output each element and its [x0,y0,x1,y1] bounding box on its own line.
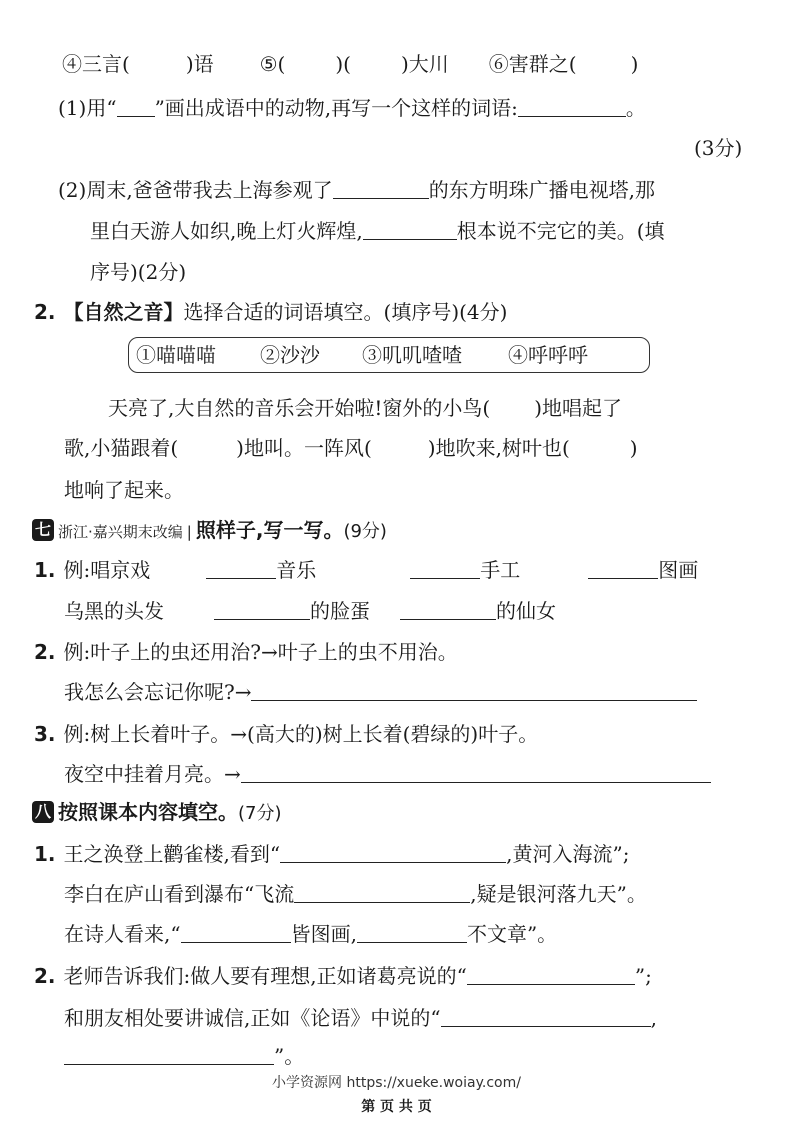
s7-q2-example [34,638,458,666]
s8-q2-line-2 [64,1004,657,1032]
option-4: ④呼呼呼 [508,343,588,367]
nature-p2b: )地叫。一阵风( [236,436,372,460]
q1-mark-blank[interactable] [117,96,155,117]
s7-q1-num: 1. [34,558,56,582]
s8-q1-text-1a: 王之涣登上鹳雀楼,看到“ [63,842,281,866]
s8-q1-blank-3[interactable] [181,922,291,943]
nature-p2a: 歌,小猫跟着( [64,436,179,460]
q2-line-3: 序号)(2分) [90,260,187,284]
option-2: ②沙沙 [260,343,320,367]
s7-q2-example-text: 例:叶子上的虫还用治?→叶子上的虫不用治。 [63,640,458,664]
section-7-heading: 七 浙江·嘉兴期末改编 | 照样子,写一写。(9分) [32,516,387,546]
s7-q3-num: 3. [34,722,56,746]
footer-site: 小学资源网 https://xueke.woiay.com/ [272,1075,521,1091]
q2-blank-2[interactable] [363,219,457,240]
s8-q1-blank-2[interactable] [294,882,470,903]
s7-q1-example-2: 乌黑的头发 [64,599,164,623]
q2-line-1 [58,176,655,204]
s7-q1-word-4: 的脸蛋 [310,599,370,623]
q1-text-b: ”画出成语中的动物,再写一个这样的词语: [154,96,518,120]
s8-q2-blank-1[interactable] [467,964,635,985]
idiom-row [62,50,638,78]
s7-q1-word-1: 音乐 [276,558,317,582]
section-7-points: (9分) [343,521,387,542]
q2-line-2 [90,217,665,245]
q2-text-1a: (2)周末,爸爸带我去上海参观了 [58,178,333,202]
s7-q2-task-text: 我怎么会忘记你呢?→ [64,680,252,704]
s8-q2-text-3: ”。 [274,1044,305,1068]
section-7-source: 浙江·嘉兴期末改编 [58,523,183,541]
q1-text-a: (1)用“ [58,96,117,120]
q1-word-blank[interactable] [518,96,626,117]
nature-p2d: ) [629,436,638,460]
s8-q2-text-1a: 老师告诉我们:做人要有理想,正如诸葛亮说的“ [63,964,467,988]
s8-q1-text-3b: 皆图画, [290,922,357,946]
option-1: ①喵喵喵 [136,343,216,367]
s7-q1-blank-4[interactable] [214,599,310,620]
section-7-title: 照样子,写一写。 [195,518,344,542]
nature-instruction: 选择合适的词语填空。(填序号)(4分) [183,300,508,324]
q1-animal-line [58,94,646,122]
idiom-6-start: ⑥害群之( [488,52,577,76]
footer-page: 第 页 共 页 [361,1099,432,1115]
idiom-5-end: )大川 [400,52,449,76]
s8-q1-line-3 [64,920,557,948]
s7-q2-answer-line[interactable] [251,680,697,701]
s8-q1-blank-4[interactable] [357,922,467,943]
s8-q1-text-2a: 李白在庐山看到瀑布“飞流 [64,882,295,906]
s7-q2-task [64,678,697,706]
s7-q1-word-2: 手工 [480,558,521,582]
s8-q1-text-3a: 在诗人看来,“ [64,922,181,946]
section-8-points: (7分) [238,803,282,824]
s8-q2-blank-2[interactable] [441,1006,651,1027]
s8-q2-blank-3[interactable] [64,1044,274,1065]
q2-text-2a: 里白天游人如织,晚上灯火辉煌, [90,219,363,243]
s7-q3-task-text: 夜空中挂着月亮。→ [64,762,241,786]
idiom-4-start: ④三言( [62,52,130,76]
s8-q2-line-3 [64,1042,304,1070]
idiom-4-end: )语 [185,52,214,76]
s7-q1-blank-2[interactable] [410,558,480,579]
nature-para-3: 地响了起来。 [64,478,184,502]
s8-q1-text-3c: 不文章”。 [466,922,558,946]
s7-q3-answer-line[interactable] [241,762,711,783]
q1-end: 。 [625,96,646,120]
s7-q1-blank-3[interactable] [588,558,658,579]
s8-q2-line-1 [34,962,652,990]
nature-question-heading [34,298,507,326]
nature-p2c: )地吹来,树叶也( [427,436,570,460]
s8-q1-text-1b: ,黄河入海流”; [506,842,630,866]
s7-q1-line-2 [64,597,556,625]
nature-para-1 [108,394,622,422]
q2-text-1b: 的东方明珠广播电视塔,那 [428,178,656,202]
options-row [136,341,588,369]
option-3: ③叽叽喳喳 [362,343,462,367]
s8-q2-text-1b: ”; [634,964,652,988]
s7-q1-example: 例:唱京戏 [63,558,151,582]
s8-q2-text-2b: , [650,1006,657,1030]
s8-q1-line-1 [34,840,629,868]
nature-tag: 【自然之音】 [63,300,184,324]
nature-p1: 天亮了,大自然的音乐会开始啦!窗外的小鸟( [108,396,491,420]
nature-p1b: )地唱起了 [534,396,623,420]
q1-score: (3分) [694,136,743,160]
s8-q2-num: 2. [34,964,56,988]
s7-q1-blank-1[interactable] [206,558,276,579]
s7-q1-blank-5[interactable] [400,599,496,620]
q2-blank-1[interactable] [333,178,429,199]
s7-q1-word-3: 图画 [658,558,699,582]
s7-q3-task [64,760,711,788]
s8-q1-blank-1[interactable] [280,842,506,863]
nature-num: 2. [34,300,56,324]
s7-q3-example [34,720,538,748]
section-7-badge: 七 [32,519,54,541]
idiom-5-start: ⑤( [259,52,286,76]
q2-text-2b: 根本说不完它的美。(填 [456,219,665,243]
s8-q2-text-2a: 和朋友相处要讲诚信,正如《论语》中说的“ [64,1006,441,1030]
s7-q1-line-1 [34,556,698,584]
s7-q3-example-text: 例:树上长着叶子。→(高大的)树上长着(碧绿的)叶子。 [63,722,539,746]
s8-q1-line-2 [64,880,647,908]
section-8-title: 按照课本内容填空。 [58,800,238,824]
nature-para-2 [64,434,638,462]
idiom-5-mid: )( [335,52,351,76]
s7-q1-word-5: 的仙女 [496,599,556,623]
s8-q1-num: 1. [34,842,56,866]
idiom-6-end: ) [630,52,639,76]
section-8-badge: 八 [32,801,54,823]
section-8-heading [32,798,282,828]
s8-q1-text-2b: ,疑是银河落九天”。 [470,882,647,906]
s7-q2-num: 2. [34,640,56,664]
